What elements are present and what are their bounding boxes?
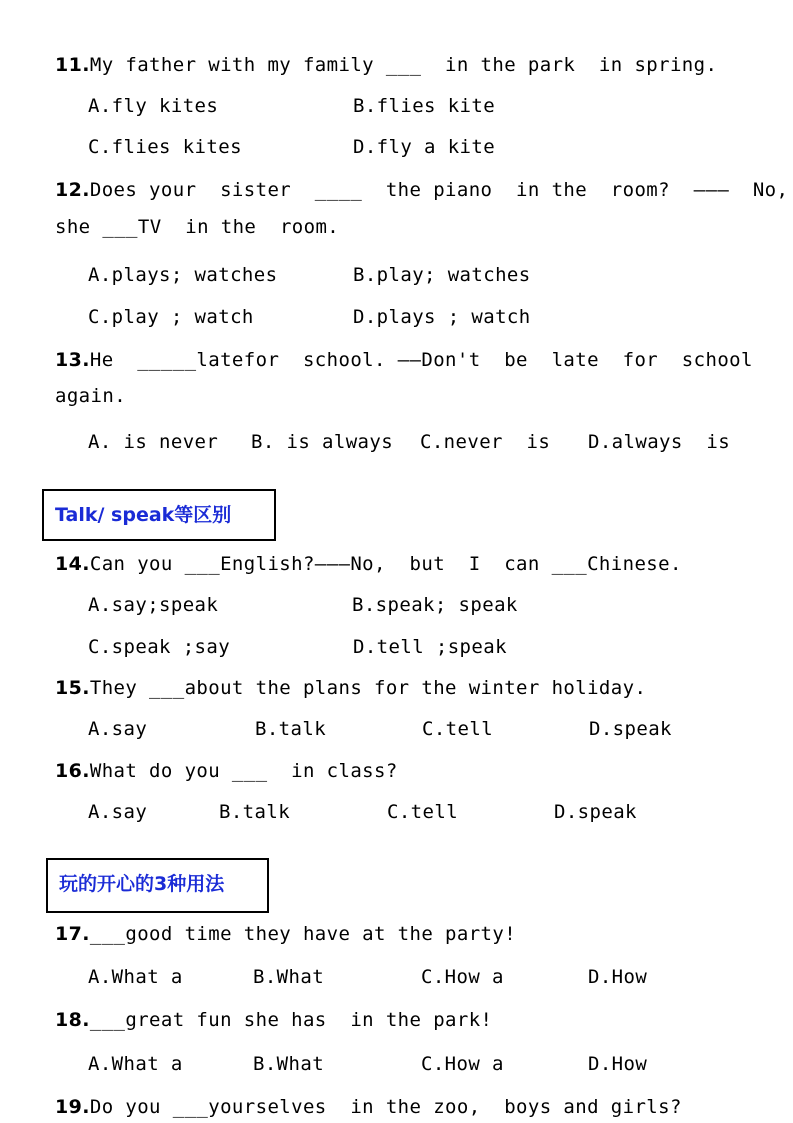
option-c: C.tell xyxy=(387,801,459,823)
option-c: C.How a xyxy=(421,966,504,988)
option-b: B. is always xyxy=(251,431,394,453)
question-text: He _____latefor school. ——Don't be late for school xyxy=(89,349,753,371)
option-d: D.How xyxy=(588,966,648,988)
option-b: B.flies kite xyxy=(353,95,496,117)
question-19: 19.Do you ___yourselves in the zoo, boys and girls? xyxy=(55,1096,682,1118)
question-17: 17.___good time they have at the party! xyxy=(55,923,517,945)
option-d: D.speak xyxy=(589,718,672,740)
question-text: They ___about the plans for the winter holiday. xyxy=(89,677,647,699)
option-a: A.say xyxy=(88,718,148,740)
question-text: What do you ___ in class? xyxy=(89,760,398,782)
option-d: D.plays ; watch xyxy=(353,306,531,328)
option-a: A.plays; watches xyxy=(88,264,278,286)
section-heading-box xyxy=(42,489,276,541)
option-c: C.speak ;say xyxy=(88,636,231,658)
question-text: Does your sister ____ the piano in the room? ——— No, xyxy=(89,179,789,201)
option-b: B.What xyxy=(253,1053,325,1075)
section-heading: Talk/ speak等区别 xyxy=(55,504,232,526)
option-b: B.talk xyxy=(219,801,291,823)
question-text-continued: she ___TV in the room. xyxy=(55,216,340,238)
option-b: B.speak; speak xyxy=(352,594,518,616)
question-12: 12.Does your sister ____ the piano in the room? ——— No, xyxy=(55,179,789,201)
question-text: Do you ___yourselves in the zoo, boys and girls? xyxy=(89,1096,682,1118)
option-b: B.play; watches xyxy=(353,264,531,286)
option-a: A. is never xyxy=(88,431,219,453)
option-a: A.say;speak xyxy=(88,594,219,616)
option-c: C.play ; watch xyxy=(88,306,254,328)
option-a: A.What a xyxy=(88,1053,183,1075)
question-16: 16.What do you ___ in class? xyxy=(55,760,398,782)
question-13: 13.He _____latefor school. ——Don't be late for school xyxy=(55,349,753,371)
option-c: C.tell xyxy=(422,718,494,740)
section-heading-box xyxy=(46,858,269,913)
question-15: 15.They ___about the plans for the winter holiday. xyxy=(55,677,647,699)
option-c: C.never is xyxy=(420,431,551,453)
option-d: D.always is xyxy=(588,431,731,453)
option-d: D.fly a kite xyxy=(353,136,496,158)
option-b: B.What xyxy=(253,966,325,988)
question-text: My father with my family ___ in the park in spring. xyxy=(89,54,718,76)
option-a: A.say xyxy=(88,801,148,823)
option-d: D.speak xyxy=(554,801,637,823)
option-b: B.talk xyxy=(255,718,327,740)
question-text: Can you ___English?———No, but I can ___Chinese. xyxy=(89,553,682,575)
option-a: A.What a xyxy=(88,966,183,988)
option-a: A.fly kites xyxy=(88,95,219,117)
section-heading: 玩的开心的3种用法 xyxy=(59,873,225,895)
question-11: 11.My father with my family ___ in the park in spring. xyxy=(55,54,718,76)
question-text-continued: again. xyxy=(55,385,127,407)
question-text: ___great fun she has in the park! xyxy=(89,1009,493,1031)
question-14: 14.Can you ___English?———No, but I can ___Chinese. xyxy=(55,553,682,575)
option-c: C.flies kites xyxy=(88,136,242,158)
question-18: 18.___great fun she has in the park! xyxy=(55,1009,493,1031)
option-d: D.How xyxy=(588,1053,648,1075)
option-d: D.tell ;speak xyxy=(353,636,507,658)
question-text: ___good time they have at the party! xyxy=(89,923,517,945)
option-c: C.How a xyxy=(421,1053,504,1075)
